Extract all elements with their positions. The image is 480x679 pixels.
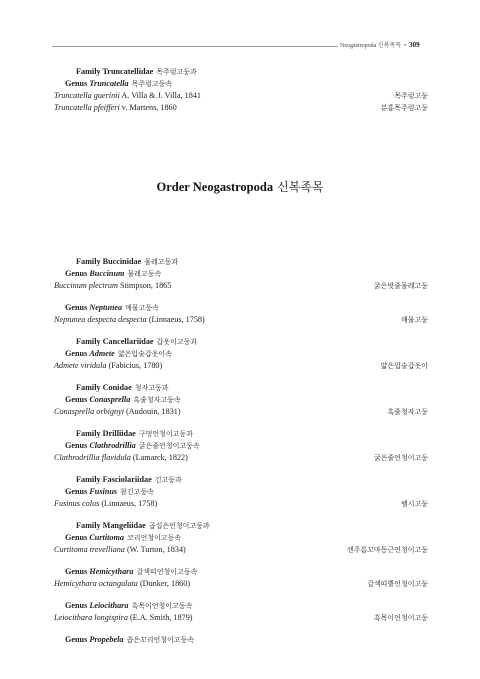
text: Family Conidae xyxy=(76,383,132,392)
text: Genus xyxy=(65,533,88,542)
text: Stimpson, 1865 xyxy=(119,281,172,290)
text: Family Fasciolariidae xyxy=(76,475,152,484)
text: Genus xyxy=(65,487,88,496)
genus-heading xyxy=(54,532,428,544)
text: Genus xyxy=(65,349,88,358)
family-heading xyxy=(54,256,428,268)
text: Admete xyxy=(89,349,115,358)
text: 굵은줄언청이고둥속 xyxy=(138,442,200,450)
family-heading xyxy=(54,66,428,78)
text: Genus xyxy=(65,269,88,278)
genus-heading xyxy=(54,440,428,452)
text: (Lamarck, 1822) xyxy=(132,453,188,462)
text: Neptunea despecta despecta xyxy=(54,315,147,324)
genus-heading xyxy=(54,634,428,646)
korean-name: 얇은입술갑옷이 xyxy=(380,362,428,370)
species-entry xyxy=(54,280,428,292)
page-number: 309 xyxy=(409,41,420,49)
text: (Linnaeus, 1758) xyxy=(101,499,158,508)
korean-name: 센주름꼬마동근언청이고둥 xyxy=(346,546,428,554)
species-entry xyxy=(54,612,428,624)
genus-heading xyxy=(54,78,428,90)
text: 곱십은언청이고둥과 xyxy=(148,522,210,530)
species-entry xyxy=(54,314,428,326)
family-heading xyxy=(54,474,428,486)
text: Truncatella pfeifferi xyxy=(54,103,120,112)
korean-name: 갈색띠뿔언청이고둥 xyxy=(367,580,428,588)
korean-name: 매물고둥 xyxy=(400,316,428,324)
genus-heading xyxy=(54,268,428,280)
text: Fusinus xyxy=(89,487,118,496)
korean-name: 굵은빗줄물레고둥 xyxy=(373,282,428,290)
text: Genus xyxy=(65,79,88,88)
species-entry xyxy=(54,498,428,510)
text: Curtitoma trevelliana xyxy=(54,545,125,554)
korean-name: 흑목이언청이고둥 xyxy=(373,614,428,622)
text: Family Buccinidae xyxy=(76,257,142,266)
text: v. Martens, 1860 xyxy=(121,103,177,112)
text: Genus xyxy=(65,635,88,644)
text: (Fabicius, 1780) xyxy=(108,361,163,370)
text: A. Villa & J. Villa, 1841 xyxy=(121,91,202,100)
text: Family Drilliidae xyxy=(76,429,136,438)
text: 흑목이언청이고둥속 xyxy=(131,602,193,610)
text: Propebela xyxy=(89,635,124,644)
text: (Linnaeus, 1758) xyxy=(148,315,205,324)
korean-name: 흑줄청자고둥 xyxy=(387,408,428,416)
text: Conasprella orbignyi xyxy=(54,407,124,416)
family-heading xyxy=(54,336,428,348)
text: 좁은꼬리언청이고둥속 xyxy=(126,636,195,644)
text: 청자고둥과 xyxy=(134,384,169,392)
text: Conasprella xyxy=(89,395,131,404)
text: 긴고둥과 xyxy=(154,476,182,484)
text: 갑옷이고둥과 xyxy=(156,338,198,346)
text: 갈색띠언청이고둥속 xyxy=(136,568,198,576)
text: Genus xyxy=(65,601,88,610)
text: Truncatella guerinii xyxy=(54,91,120,100)
species-entry xyxy=(54,102,428,114)
text: Family Cancellariidae xyxy=(76,337,154,346)
text: Genus xyxy=(65,303,88,312)
text: 흑줄청자고둥속 xyxy=(133,396,181,404)
text: (E.A. Smith, 1879) xyxy=(129,613,193,622)
text: 신복족목 xyxy=(277,180,324,194)
running-head xyxy=(340,40,420,49)
section-truncatellidae xyxy=(54,66,428,114)
genus-heading xyxy=(54,600,428,612)
text: Genus xyxy=(65,567,88,576)
taxa-list xyxy=(54,256,428,646)
text: 참긴고둥속 xyxy=(120,488,154,496)
species-entry xyxy=(54,452,428,464)
korean-name: 뱀시고둥 xyxy=(400,500,428,508)
text: Buccinum xyxy=(89,269,125,278)
bullet: • xyxy=(404,43,407,49)
family-heading xyxy=(54,428,428,440)
text: Neptunea xyxy=(89,303,123,312)
text: (W. Turton, 1834) xyxy=(126,545,186,554)
text: Truncatella xyxy=(89,79,129,88)
header-rule xyxy=(52,46,338,47)
genus-heading xyxy=(54,566,428,578)
genus-heading xyxy=(54,394,428,406)
genus-heading xyxy=(54,486,428,498)
text: 구멍언청이고둥과 xyxy=(138,430,193,438)
text: Curtitoma xyxy=(89,533,124,542)
text: Genus xyxy=(65,395,88,404)
text: Clathrodrillia flavidula xyxy=(54,453,131,462)
genus-heading xyxy=(54,348,428,360)
running-title: Neogastropoda 신복족목 xyxy=(340,43,402,49)
text: Genus xyxy=(65,441,88,450)
text: (Audouin, 1831) xyxy=(126,407,181,416)
species-entry xyxy=(54,544,428,556)
text: Clathrodrillia xyxy=(89,441,136,450)
text: (Dunker, 1860) xyxy=(139,579,191,588)
text: 물레고둥과 xyxy=(144,258,179,266)
species-entry xyxy=(54,90,428,102)
text: Admete viridula xyxy=(54,361,107,370)
text: 목주렁고둥속 xyxy=(131,80,173,88)
text: Hemicythara octangulata xyxy=(54,579,138,588)
text: Family Truncatellidae xyxy=(76,67,154,76)
text: 물레고둥속 xyxy=(127,270,162,278)
text: 매물고둥속 xyxy=(125,304,159,312)
species-entry xyxy=(54,360,428,372)
species-entry xyxy=(54,578,428,590)
species-entry xyxy=(54,406,428,418)
text: Hemicythara xyxy=(89,567,134,576)
text: Fusinus colus xyxy=(54,499,100,508)
order-heading xyxy=(0,178,480,195)
family-heading xyxy=(54,382,428,394)
korean-name: 목주렁고둥 xyxy=(394,92,428,100)
text: Leiocithara longispira xyxy=(54,613,128,622)
text: Order Neogastropoda xyxy=(156,180,274,194)
text: 코리언청이고둥속 xyxy=(126,534,182,542)
text: Leiocithara xyxy=(89,601,129,610)
family-heading xyxy=(54,520,428,532)
text: 목주렁고둥과 xyxy=(156,68,197,76)
text: Family Mangeliidae xyxy=(76,521,146,530)
korean-name: 굵은줄언청이고둥 xyxy=(373,454,428,462)
korean-name: 분홍목주렁고둥 xyxy=(380,104,428,112)
genus-heading xyxy=(54,302,428,314)
text: Buccinum plectrum xyxy=(54,281,118,290)
text: 얇은입술갑옷이속 xyxy=(117,350,172,358)
